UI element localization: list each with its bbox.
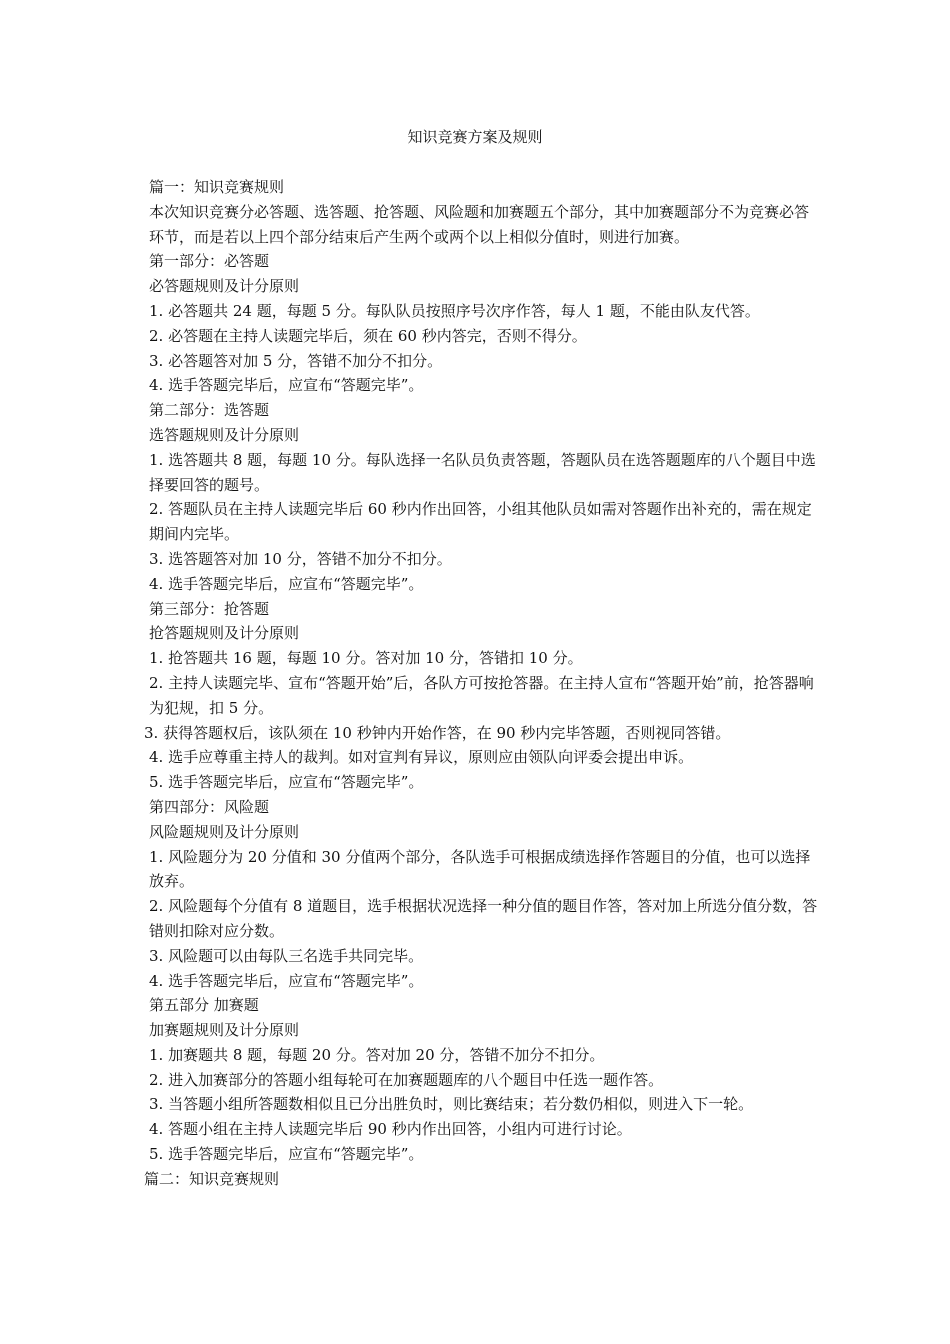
paragraph: 1. 风险题分为 20 分值和 30 分值两个部分，各队选手可根据成绩选择作答题目的分值，也可以选择放弃。: [149, 847, 811, 891]
paragraph: 必答题规则及计分原则: [149, 277, 300, 296]
paragraph: 3. 获得答题权后，该队须在 10 秒钟内开始作答，在 90 秒内完毕答题，否则视同答错。: [144, 723, 731, 742]
paragraph: 5. 选手答题完毕后，应宣布“答题完毕”。: [149, 1145, 424, 1164]
paragraph: 4. 选手应尊重主持人的裁判。如对宣判有异议，原则应由领队向评委会提出申诉。: [149, 748, 694, 767]
paragraph: 2. 答题队员在主持人读题完毕后 60 秒内作出回答，小组其他队员如需对答题作出补充的，需在规定期间内完毕。: [149, 500, 812, 544]
paragraph: 4. 选手答题完毕后，应宣布“答题完毕”。: [149, 376, 424, 395]
paragraph: 2. 进入加赛部分的答题小组每轮可在加赛题题库的八个题目中任选一题作答。: [149, 1070, 664, 1089]
paragraph: 3. 风险题可以由每队三名选手共同完毕。: [149, 946, 424, 965]
paragraph: 第二部分：选答题: [149, 401, 270, 420]
paragraph: 4. 选手答题完毕后，应宣布“答题完毕”。: [149, 971, 424, 990]
paragraph: 5. 选手答题完毕后，应宣布“答题完毕”。: [149, 773, 424, 792]
paragraph: 篇一：知识竞赛规则: [149, 178, 285, 196]
paragraph: 1. 必答题共 24 题，每题 5 分。每队队员按照序号次序作答，每人 1 题，不能由队友代答。: [149, 301, 760, 320]
paragraph: 4. 答题小组在主持人读题完毕后 90 秒内作出回答，小组内可进行讨论。: [149, 1120, 632, 1139]
paragraph: 篇二：知识竞赛规则: [144, 1169, 280, 1188]
paragraph: 2. 风险题每个分值有 8 道题目，选手根据状况选择一种分值的题目作答，答对加上所选分值分数，答错则扣除对应分数。: [149, 897, 818, 940]
paragraph: 第五部分 加赛题: [149, 996, 259, 1015]
paragraph: 抢答题规则及计分原则: [149, 624, 300, 643]
paragraph: 1. 加赛题共 8 题，每题 20 分。答对加 20 分，答错不加分不扣分。: [149, 1045, 605, 1064]
paragraph: 第三部分：抢答题: [149, 599, 270, 618]
paragraph: 4. 选手答题完毕后，应宣布“答题完毕”。: [149, 574, 424, 593]
paragraph: 1. 选答题共 8 题，每题 10 分。每队选择一名队员负责答题，答题队员在选答题题库的八个题目中选择要回答的题号。: [149, 450, 816, 494]
paragraph: 1. 抢答题共 16 题，每题 10 分。答对加 10 分，答错扣 10 分。: [149, 649, 583, 668]
paragraph: 风险题规则及计分原则: [149, 822, 300, 841]
paragraph: 加赛题规则及计分原则: [149, 1021, 300, 1040]
paragraph: 第一部分：必答题: [149, 252, 270, 271]
document-title: 知识竞赛方案及规则: [407, 128, 543, 146]
paragraph: 本次知识竞赛分必答题、选答题、抢答题、风险题和加赛题五个部分，其中加赛题部分不为竞赛必答环节，而是若以上四个部分结束后产生两个或两个以上相似分值时，则进行加赛。: [149, 202, 810, 246]
paragraph: 3. 当答题小组所答题数相似且已分出胜负时，则比赛结束；若分数仍相似，则进入下一轮。: [149, 1095, 754, 1114]
paragraph: 2. 必答题在主持人读题完毕后，须在 60 秒内答完，否则不得分。: [149, 326, 587, 345]
paragraph: 2. 主持人读题完毕、宣布“答题开始”后，各队方可按抢答器。在主持人宣布“答题开始”前，抢答器响为犯规，扣 5 分。: [149, 673, 814, 717]
paragraph: 第四部分：风险题: [149, 797, 270, 816]
paragraph: 选答题规则及计分原则: [149, 425, 300, 444]
paragraph: 3. 选答题答对加 10 分，答错不加分不扣分。: [149, 549, 452, 568]
document-body: [144, 175, 820, 1192]
paragraph: 3. 必答题答对加 5 分，答错不加分不扣分。: [149, 351, 443, 370]
